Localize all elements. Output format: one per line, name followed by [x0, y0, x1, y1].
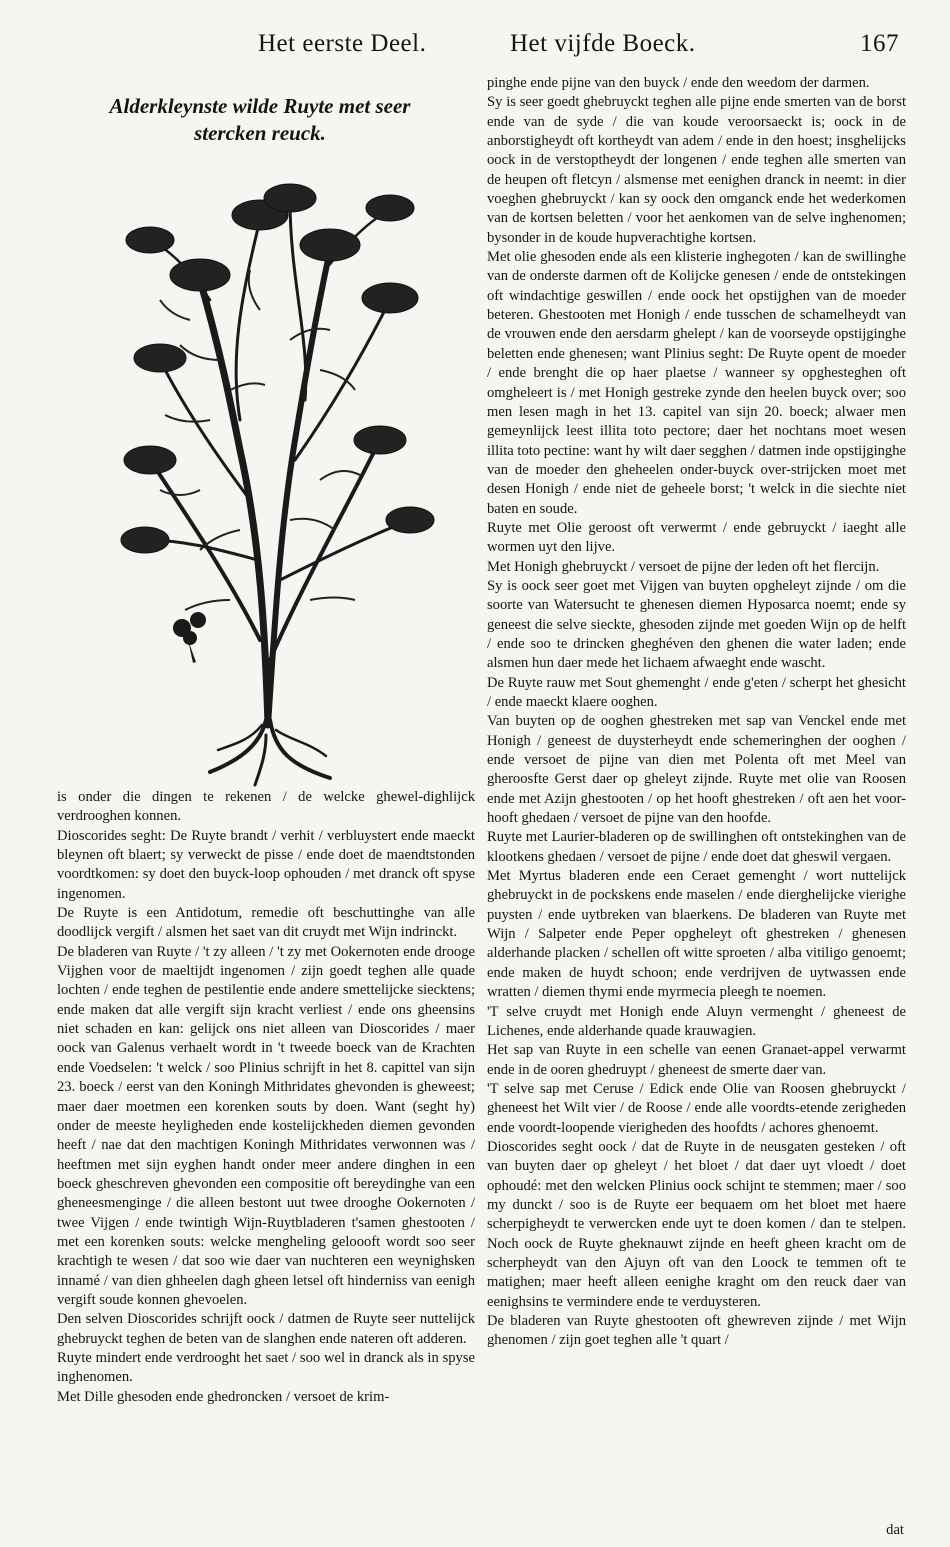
- paragraph: Dioscorides seght: De Ruyte brandt / verhit / verbluystert ende maeckt bleynen oft blaert; sy verweckt de pisse / ende doet de maendtstonden voordtkomen: sy doet den buyck-loop ophouden / met dranck oft spyse ingenomen.: [57, 827, 475, 902]
- figure-caption-line-1: Alderkleynste wilde Ruyte met seer: [109, 94, 411, 118]
- running-head-right: Het vijfde Boeck.: [510, 30, 696, 57]
- paragraph: Ruyte mindert ende verdrooght het saet / soo wel in dranck als in spyse inghenomen.: [57, 1349, 475, 1386]
- paragraph: Van buyten op de ooghen ghestreken met sap van Venckel ende met Honigh / geneest de duysterheydt ende schemeringhen der ooghen / ende versoet de pijne van dien met Polenta oft met Meel van gheroosfte Gerst daer op gheleyt zijnde. Ruyte met olie van Roosen ende met Azijn ghestooten / op het hooft ghestreken / oft aen het voor-hooft ghedaen / versoet de pijne van den hoofde.: [487, 713, 906, 827]
- paragraph: Met Honigh ghebruyckt / versoet de pijne der leden oft het flercijn.: [487, 558, 880, 575]
- catchword: dat: [886, 1522, 904, 1538]
- paragraph: De bladeren van Ruyte ghestooten oft ghewreven zijnde / met Wijn ghenomen / zijn goet teghen alle 't quart /: [487, 1313, 906, 1349]
- paragraph: is onder die dingen te rekenen / de welcke ghewel-dighlijck verdrooghen konnen.: [57, 789, 475, 825]
- paragraph: 'T selve cruydt met Honigh ende Aluyn vermenght / gheneest de Lichenes, ende alderhande quade krauwagien.: [487, 1003, 906, 1039]
- paragraph: Sy is oock seer goet met Vijgen van buyten opgheleyt zijnde / om die soorte van Watersucht te ghenesen diemen Hyposarca noemt; ende sy geneest die selve siecktе, ghesoden zijnde met goeden Wijn op de helft / ende soo te drincken gheghéven den ghenen die water laden; ende alsmen hun daer mede het lichaem afwaeght ende wascht.: [487, 577, 906, 672]
- paragraph: Het sap van Ruyte in een schelle van eenen Granaet-appel verwarmt ende in de ooren ghedruypt / gheneest de smerte daer van.: [487, 1042, 906, 1078]
- figure-caption: [75, 93, 445, 147]
- paragraph: Met Myrtus bladeren ende een Ceraet gemenght / wort nuttelijck ghebruyckt in de pockskens ende maselen / ende dierghelijcke vierighe puysten / ende uytbreken van blaerkens. De bladeren van Ruyte met Wijn / Salpeter ende Peper opgheleyt oft ghestreken / ghenesen alderhande placken / schellen oft witte sproeten / alba vitiligo genoemt; ende maken de huydt schoon; ende verdrijven de uytwassen ende wratten / diemen thymi ende myrmecia pleegh te noemen.: [487, 868, 906, 1001]
- paragraph: De Ruyte rauw met Sout ghemenght / ende g'eten / scherpt het ghesicht / ende maeckt klaere ooghen.: [487, 674, 906, 710]
- paragraph: Dioscorides seght oock / dat de Ruyte in de neusgaten gesteken / oft van buyten daer op gheleyt / het bloet / dat daer uyt vloedt / doet ophoudé: met den welcken Plinius oock schijnt te stemmen; maer / soo my dunckt / soo is de Ruyte eer bequaem om het bloet met haere scherpigheydt te verwercken ende uyt te doen komen / dan te stelpen. Noch oock de Ruyte gheknauwt zijnde en heeft gheen kracht om de scherpheydt van den Ajuyn oft van den Loock te temmen oft te matighen; maer heeft alleen eenighe kraght om den reuck daer van eenighsins te vermindere ende te verduysteren.: [487, 1138, 906, 1310]
- figure-caption-line-2: stercken reuck.: [194, 121, 326, 145]
- paragraph: Met Dille ghesoden ende ghedroncken / versoet de krim-: [57, 1388, 390, 1405]
- left-text-column: [57, 788, 475, 1407]
- page-number: 167: [860, 30, 899, 57]
- paragraph: De Ruyte is een Antidotum, remedie oft beschuttinghe van alle doodlijck vergift / alsmen het saet van dit cruydt met Wijn indrinckt.: [57, 905, 475, 941]
- paragraph: 'T selve sap met Ceruse / Edick ende Olie van Roosen ghebruyckt / gheneest het Wilt vier / de Roose / ende alle voordts-etende zerigheden ende voordt-loopende vierigheden des hoofdts / achores ghenoemt.: [487, 1080, 906, 1136]
- running-head-left: Het eerste Deel.: [258, 30, 427, 57]
- paragraph: Den selven Dioscorides schrijft oock / datmen de Ruyte seer nuttelijck ghebruyckt teghen de beten van de slanghen ende nateren oft adderen.: [57, 1311, 475, 1347]
- plant-woodcut-illustration: [90, 160, 470, 790]
- paragraph: Sy is seer goedt ghebruyckt teghen alle pijne ende smerten van de borst ende van de syde / die van koude veroorsaeckt is; oock in de anborstigheydt oft korthеydt van adem / ende in den hoest; insghelijcks oock in de verstoptheydt der longenen / ende teghen alle smerten van de heupen oft fletcyn / alsmense met eenighen dranck in neemt: in dier voeghen ghebruyckt / kan sy oock den omganck ende het wederkomen van de kortsen beletten / voor het aenkomen van de selve inghenomen; bysonder in de koude hupverachtighe kortsen.: [487, 94, 906, 246]
- paragraph: Ruyte met Laurier-bladeren op de swillinghen oft ontstekinghen van de klootkens ghedaen / versoet de pijne / ende doet dat gheswil vergaen.: [487, 829, 906, 865]
- paragraph: De bladeren van Ruyte / 't zy alleen / 't zy met Ookernoten ende drooge Vijghen voor de maeltijdt ingenomen / zijn goedt teghen alle quade lochten / ende teghen de pestilentie ende andere smettelijcke siecktens; ende maken dat alle vergift sijn kracht verliest / ende ons gheensins niet schaden en kan: gelijck ons niet alleen van Dioscorides / maer oock van Galenus verhaelt wordt in 't tweede boeck van de Krachten ende Voedselen: 't welck / soo Plinius schrijft in het 8. capittel van sijn 23. boeck / eerst van den Koningh Mithridates ghevonden is gheweest; maer daer moetmen een korenken souts by doen. Want (seght hy) onder de meeste heyligheden ende kostelijckheden diemen gevonden heeft / nae dat den machtigen Koningh Mithridates verwonnen was / heeftmen met sijn eyghen handt onder meer andere dinghen in een boeck gheschreven ghevonden een compositie oft bereydinghe van een gheneesmenginge / die alleen bestont uut twee drooghe Ookernoten / twee Vijgen / ende twintigh Wijn-Ruytbladeren t'samen ghestooten / met een korenken souts: welcke mengheling geloooft wordt soo seer krachtigh te wesen / dat soo wie daer van nuchteren een weynighsken innamé / van dien ghheelen dagh gheen letsel oft hinderniss van eenigh vergift soude konnen ghevoelen.: [57, 943, 475, 1308]
- right-text-column: [487, 74, 906, 1351]
- paragraph: pinghe ende pijne van den buyck / ende den weedom der darmen.: [487, 75, 870, 91]
- paragraph: Met olie ghesoden ende als een klisterie inghegoten / kan de swillinghe van de onderste darmen oft de Kolijcke genesen / ende de ontstekingen oft windachtige geswillen / ende oock het opstijghen van de moeder beteren. Ghestooten met Honigh / ende tusschen de schamelheydt van de vrouwen ende den aersdarm ghelept / kan de voorseyde opstijginghe beletten ende ghenesen; want Plinius seght: De Ruyte opent de moeder / ende brenght die op haer plaetse / wanneer sy opghesteghen oft omgheleert is / met Honigh gestreke zynde den heelen buyck over; soo men lesen magh in het 13. capitel van sijn 20. boeck; alwaer men gemeynlijck leest illita toto pectore; daer het nochtans moet wesen illita toto pectine: want hy wilt daer segghen / datmen inde opstijginghe van de moeder den gheheelen onder-buyck over-strijcken moet met desen Honigh / ende niet de geheele borst; 't welck in die siechte niet baten en soude.: [487, 249, 906, 517]
- paragraph: Ruyte met Olie geroost oft verwermt / ende gebruyckt / iaeght alle wormen uyt den lijve.: [487, 519, 906, 556]
